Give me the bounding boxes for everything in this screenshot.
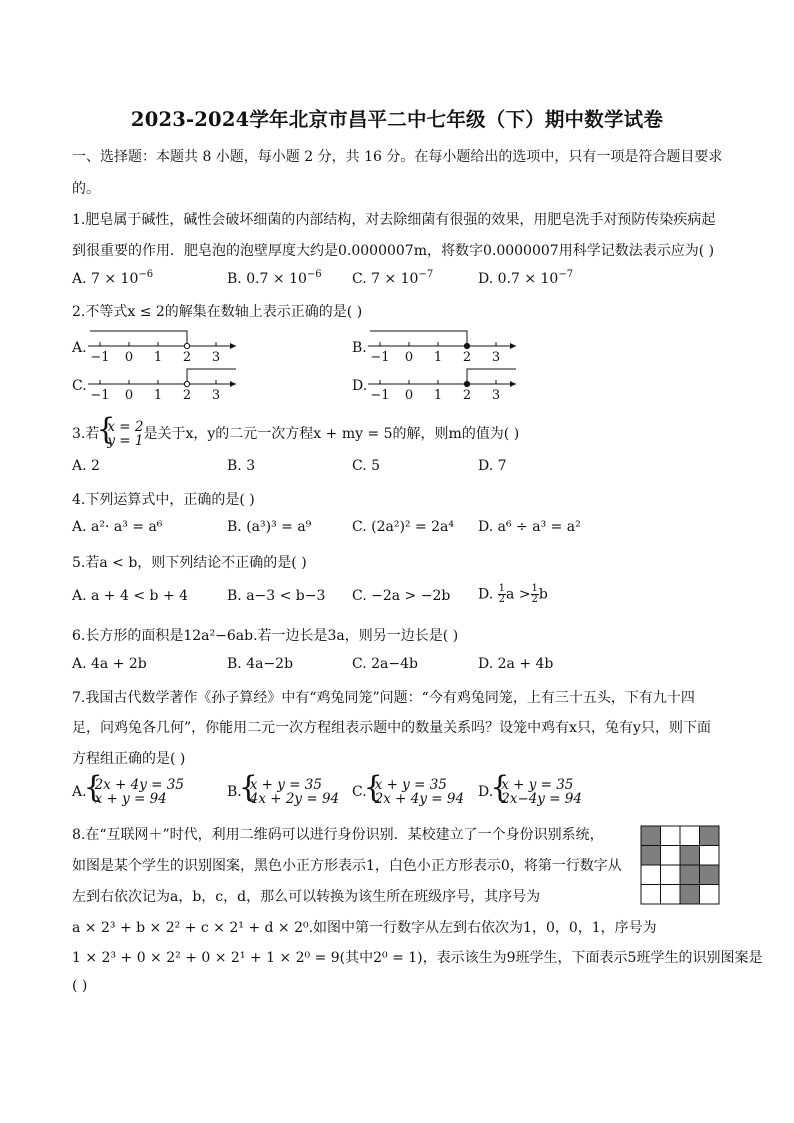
section-heading-line1: 一、选择题：本题共 8 小题，每小题 2 分，共 16 分。在每小题给出的选项中，只有一项是符合题目要求 [72, 149, 723, 165]
axis-arrow [510, 343, 516, 349]
axis-arrow [510, 381, 516, 387]
q3-system-top: { x = 2 [107, 419, 144, 435]
q7-option-b-bottom: 4x + 2y = 94 [249, 791, 340, 807]
q5-option-d[interactable] [478, 584, 548, 605]
q8-line6: ( ) [72, 978, 88, 994]
q1-option-a[interactable] [72, 269, 153, 287]
q8-line5: 1 × 2³ + 0 × 2² + 0 × 2¹ + 1 × 2⁰ = 9(其中2⁰ = 1)，表示该生为9班学生，下面表示5班学生的识别图案是 [72, 950, 763, 966]
q3-option-b[interactable]: B. 3 [227, 458, 256, 474]
q4-stem: 4.下列运算式中，正确的是( ) [72, 492, 255, 508]
tick-label: 0 [404, 350, 414, 365]
tick-label: 2 [182, 388, 192, 403]
q1-option-d-exp: −7 [558, 269, 574, 280]
grid-cell-white [700, 846, 720, 866]
q7-option-c-top: { x + y = 35 [374, 777, 447, 793]
grid-cell-black [680, 846, 700, 866]
axis-arrow [230, 343, 236, 349]
solution-ray [467, 369, 516, 384]
q5-fraction-1 [498, 584, 506, 605]
q1-option-a-exp: −6 [138, 269, 154, 280]
q5-stem: 5.若a < b，则下列结论不正确的是( ) [72, 555, 307, 571]
q5-option-b[interactable]: B. a−3 < b−3 [227, 588, 326, 604]
q7-option-b-top: { x + y = 35 [249, 777, 322, 793]
q7-option-c-system [367, 778, 464, 806]
q5-fraction-1-num: 1 [498, 583, 506, 594]
grid-cell-white [661, 826, 681, 846]
q6-stem: 6.长方形的面积是12a²−6ab.若一边长是3a，则另一边长是( ) [72, 628, 459, 644]
q5-fraction-2-den: 2 [531, 594, 538, 605]
q1-line2: 到很重要的作用．肥皂泡的泡壁厚度大约是0.0000007m，将数字0.0000007用科学记数法表示应为( ) [72, 243, 715, 259]
q3-suffix: 是关于x，y的二元一次方程x + my = 5的解，则m的值为( ) [143, 426, 520, 442]
q7-option-c[interactable] [352, 778, 464, 806]
q7-option-a-label: A. [72, 784, 87, 800]
q5-option-d-end: b [538, 586, 548, 603]
open-endpoint [184, 343, 189, 348]
q8-identification-pattern [640, 825, 720, 905]
q2-option-d-label[interactable]: D. [352, 378, 368, 394]
grid-cell-black [641, 826, 661, 846]
q1-option-b-text: B. 0.7 × 10 [227, 271, 307, 287]
q5-option-c[interactable]: C. −2a > −2b [352, 588, 451, 604]
grid-cell-white [661, 865, 681, 885]
q5-fraction-1-den: 2 [498, 594, 506, 605]
grid-cell-white [661, 846, 681, 866]
tick-label: 3 [211, 388, 221, 403]
tick-label: 2 [462, 350, 472, 365]
tick-label: −1 [90, 388, 110, 403]
q2-number-line-a [86, 326, 246, 366]
q2-option-a-label[interactable]: A. [72, 340, 87, 356]
q8-line2: 如图是某个学生的识别图案，黑色小正方形表示1，白色小正方形表示0，将第一行数字从 [72, 858, 622, 874]
tick-label: 2 [462, 388, 472, 403]
tick-label: 1 [153, 350, 163, 365]
tick-label: 1 [153, 388, 163, 403]
q2-option-b-label[interactable]: B. [352, 340, 367, 356]
grid-cell-white [641, 865, 661, 885]
q7-line3: 方程组正确的是( ) [72, 751, 186, 767]
q8-line4: a × 2³ + b × 2² + c × 2¹ + d × 2⁰.如图中第一行数字从左到右依次为1，0，0，1，序号为 [72, 920, 657, 936]
tick-label: 0 [124, 388, 134, 403]
q7-line2: 足，问鸡兔各几何”，你能用二元一次方程组表示题中的数量关系吗？设笼中鸡有x只，兔有y只，则下面 [72, 720, 711, 736]
q2-number-line-b [366, 326, 526, 366]
q7-option-a[interactable] [72, 778, 184, 806]
q6-option-d[interactable]: D. 2a + 4b [478, 656, 554, 672]
q3-system-bottom: y = 1 [107, 433, 144, 449]
axis-arrow [230, 381, 236, 387]
solution-ray [187, 369, 236, 384]
tick-label: 1 [433, 388, 443, 403]
q7-option-a-bottom: x + y = 94 [94, 791, 167, 807]
q7-option-b-system [242, 778, 339, 806]
q7-option-d-bottom: 2x−4y = 94 [501, 791, 582, 807]
tick-label: 3 [491, 388, 501, 403]
section-heading-line2: 的。 [72, 181, 100, 197]
q3-option-d[interactable]: D. 7 [478, 458, 507, 474]
q7-option-d[interactable] [478, 778, 582, 806]
q1-option-d[interactable] [478, 269, 573, 287]
tick-label: −1 [370, 350, 390, 365]
grid-cell-black [680, 865, 700, 885]
q4-option-a[interactable]: A. a²· a³ = a⁶ [72, 519, 163, 535]
q1-option-b[interactable] [227, 269, 322, 287]
closed-endpoint [464, 343, 469, 348]
q5-option-d-label: D. [478, 586, 498, 603]
q7-option-a-system [87, 778, 184, 806]
q5-option-d-mid: a > [506, 586, 531, 603]
q3-option-c[interactable]: C. 5 [352, 458, 381, 474]
q4-option-c[interactable]: C. (2a²)² = 2a⁴ [352, 519, 455, 535]
q5-fraction-2 [531, 584, 539, 605]
q8-line3: 左到右依次记为a，b，c，d，那么可以转换为该生所在班级序号，其序号为 [72, 889, 541, 905]
solution-ray [90, 331, 187, 346]
tick-label: 0 [404, 388, 414, 403]
q2-number-line-d [366, 364, 526, 404]
grid-cell-white [700, 885, 720, 905]
q5-option-a[interactable]: A. a + 4 < b + 4 [72, 588, 189, 604]
q7-option-c-label: C. [352, 784, 367, 800]
q7-option-b-label: B. [227, 784, 242, 800]
page-title: 2023-2024学年北京市昌平二中七年级（下）期中数学试卷 [130, 108, 664, 131]
grid-cell-black [700, 865, 720, 885]
q3-stem [72, 420, 519, 448]
grid-cell-white [680, 826, 700, 846]
tick-label: 3 [491, 350, 501, 365]
q3-prefix: 3.若 [72, 426, 100, 442]
q7-line1: 7.我国古代数学著作《孙子算经》中有“鸡兔同笼”问题：“今有鸡兔同笼，上有三十五头，下有九十四 [72, 690, 695, 706]
grid-cell-black [680, 885, 700, 905]
q6-option-b[interactable]: B. 4a−2b [227, 656, 294, 672]
q7-option-c-bottom: 2x + 4y = 94 [374, 791, 465, 807]
q4-option-b[interactable]: B. (a³)³ = a⁹ [227, 519, 312, 535]
grid-cell-black [641, 846, 661, 866]
closed-endpoint [464, 381, 469, 386]
q6-option-c[interactable]: C. 2a−4b [352, 656, 418, 672]
q2-number-line-c [86, 364, 246, 404]
q1-option-c-text: C. 7 × 10 [352, 271, 419, 287]
grid-cell-white [641, 885, 661, 905]
q7-option-d-top: { x + y = 35 [501, 777, 574, 793]
q1-option-d-text: D. 0.7 × 10 [478, 271, 559, 287]
open-endpoint [184, 381, 189, 386]
q1-option-c-exp: −7 [418, 269, 434, 280]
q5-fraction-2-num: 1 [531, 583, 538, 594]
solution-ray [370, 331, 467, 346]
tick-label: 1 [433, 350, 443, 365]
grid-cell-white [661, 885, 681, 905]
tick-label: −1 [90, 350, 110, 365]
q4-option-d[interactable]: D. a⁶ ÷ a³ = a² [478, 519, 581, 535]
q1-line1: 1.肥皂属于碱性，碱性会破坏细菌的内部结构，对去除细菌有很强的效果，用肥皂洗手对预防传染疾病起 [72, 212, 716, 228]
q7-option-b[interactable] [227, 778, 339, 806]
q3-option-a[interactable]: A. 2 [72, 458, 100, 474]
grid-cell-black [700, 826, 720, 846]
q7-option-d-label: D. [478, 784, 494, 800]
q1-option-a-text: A. 7 × 10 [72, 271, 139, 287]
q6-option-a[interactable]: A. 4a + 2b [72, 656, 147, 672]
q7-option-a-top: { 2x + 4y = 35 [94, 777, 184, 793]
q3-system [99, 420, 143, 448]
q2-stem: 2.不等式x ≤ 2的解集在数轴上表示正确的是( ) [72, 304, 363, 320]
q2-option-c-label[interactable]: C. [72, 378, 87, 394]
q8-line1: 8.在“互联网＋”时代，利用二维码可以进行身份识别．某校建立了一个身份识别系统， [72, 827, 604, 843]
q7-option-d-system [493, 778, 582, 806]
tick-label: −1 [370, 388, 390, 403]
q1-option-b-exp: −6 [306, 269, 322, 280]
tick-label: 3 [211, 350, 221, 365]
tick-label: 2 [182, 350, 192, 365]
q1-option-c[interactable] [352, 269, 433, 287]
tick-label: 0 [124, 350, 134, 365]
